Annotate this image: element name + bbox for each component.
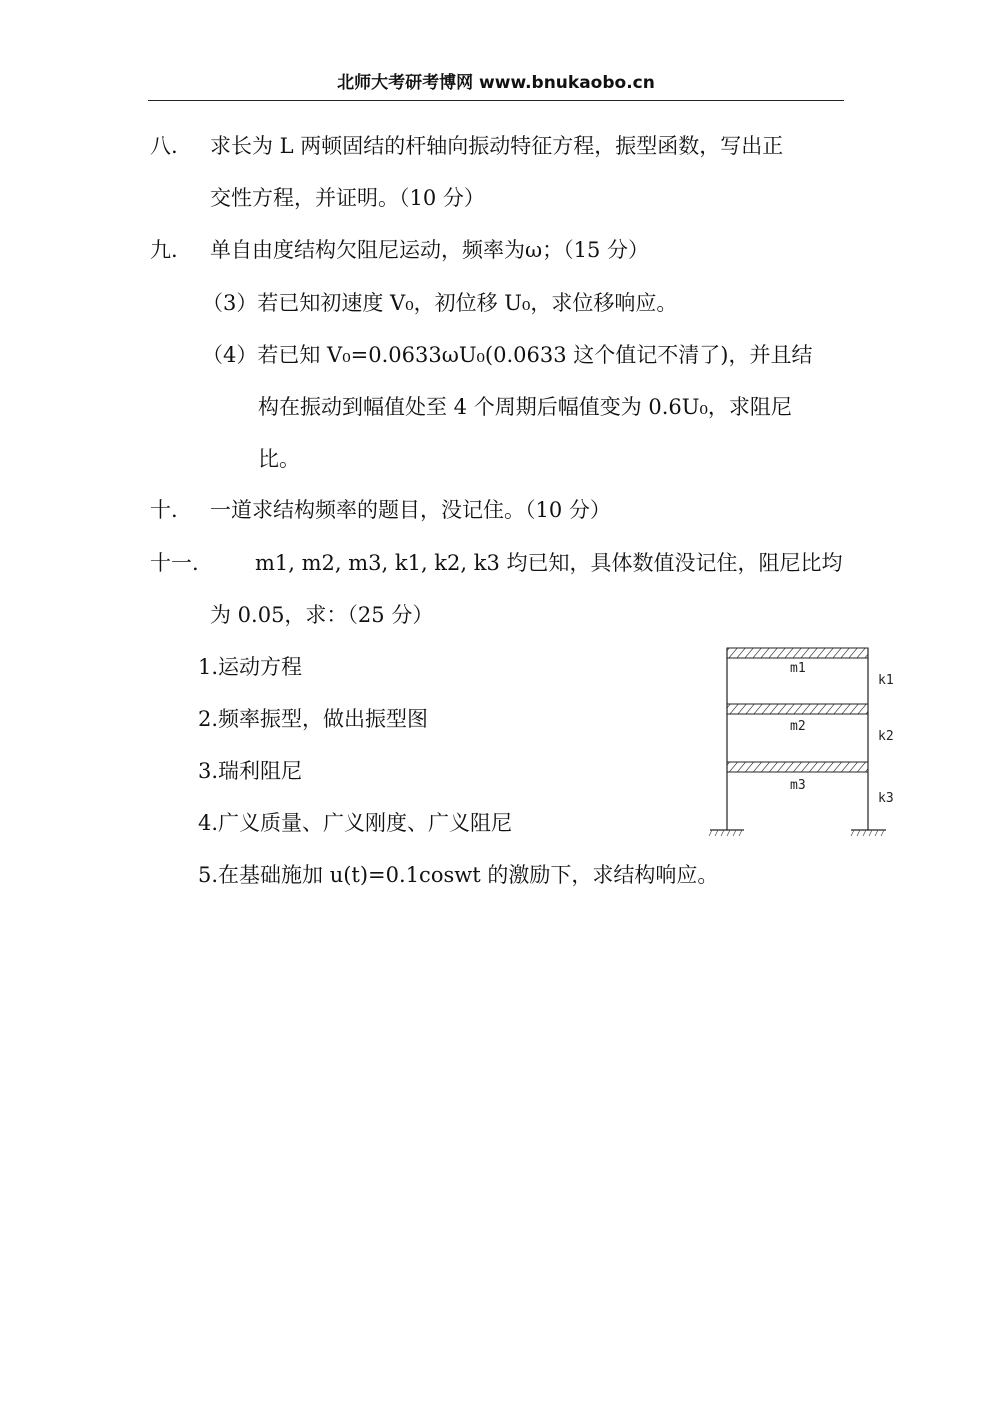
mass-label-m1: m1: [790, 661, 806, 676]
q11-item-5: 5.在基础施加 u(t)=0.1coswt 的激励下，求结构响应。: [198, 863, 719, 887]
shear-frame-diagram: [700, 640, 900, 845]
q8-number: 八.: [150, 134, 178, 158]
q9-sub4-line1: （4）若已知 V₀=0.0633ωU₀(0.0633 这个值记不清了)，并且结: [202, 343, 813, 367]
stiffness-label-k2: k2: [878, 729, 894, 744]
q8-line1: 求长为 L 两顿固结的杆轴向振动特征方程，振型函数，写出正: [210, 134, 784, 158]
q11-item-3: 3.瑞利阻尼: [198, 759, 303, 783]
q10-line1: 一道求结构频率的题目，没记住。（10 分）: [210, 498, 611, 522]
q9-sub4-line3: 比。: [258, 447, 300, 471]
q11-line1: m1, m2, m3, k1, k2, k3 均已知，具体数值没记住，阻尼比均: [255, 551, 843, 575]
q9-sub3: （3）若已知初速度 V₀，初位移 U₀，求位移响应。: [202, 291, 678, 315]
q9-sub4-line2: 构在振动到幅值处至 4 个周期后幅值变为 0.6U₀，求阻尼: [258, 395, 792, 419]
q10-number: 十.: [150, 498, 178, 522]
q9-number: 九.: [150, 238, 178, 262]
header-title: 北师大考研考博网 www.bnukaobo.cn: [337, 73, 655, 93]
page-header: [148, 72, 844, 101]
q11-line2: 为 0.05，求：（25 分）: [210, 603, 434, 627]
mass-label-m2: m2: [790, 719, 806, 734]
q11-item-1: 1.运动方程: [198, 655, 303, 679]
floor-slab-1: [727, 648, 868, 658]
stiffness-label-k3: k3: [878, 791, 894, 806]
stiffness-label-k1: k1: [878, 673, 894, 688]
mass-label-m3: m3: [790, 778, 806, 793]
q8-line2: 交性方程，并证明。（10 分）: [210, 186, 485, 210]
q11-item-2: 2.频率振型，做出振型图: [198, 707, 429, 731]
left-fixed-support: [709, 830, 744, 836]
q9-line1: 单自由度结构欠阻尼运动，频率为ω；（15 分）: [210, 238, 650, 262]
q11-item-4: 4.广义质量、广义刚度、广义阻尼: [198, 811, 513, 835]
floor-slab-2: [727, 704, 868, 714]
right-fixed-support: [851, 830, 886, 836]
floor-slab-3: [727, 762, 868, 772]
q11-number: 十一.: [150, 551, 199, 575]
